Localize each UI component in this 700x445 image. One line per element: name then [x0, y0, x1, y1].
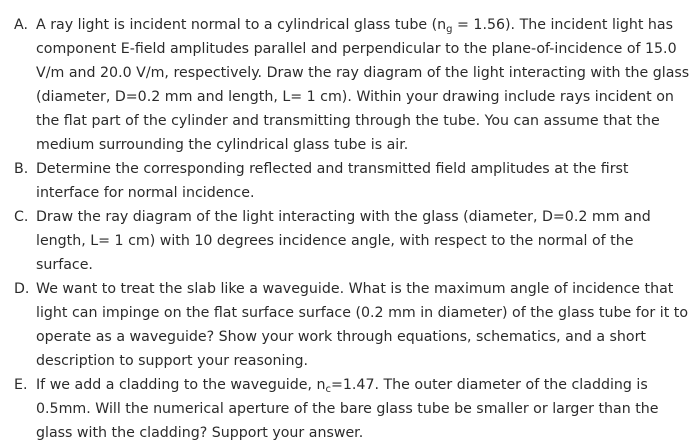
- question-e-text: [36, 373, 692, 445]
- question-b-letter: B.: [14, 161, 29, 177]
- question-e-letter: E.: [14, 377, 28, 393]
- question-b-text: Determine the corresponding reflected and transmitted field amplitudes at the first interface for normal incidence.: [36, 161, 629, 201]
- question-d-letter: D.: [14, 281, 30, 297]
- question-a: [14, 13, 692, 157]
- question-c-text: Draw the ray diagram of the light interacting with the glass (diameter, D=0.2 mm and length, L= 1 cm) with 10 degrees incidence angle, with respect to the normal of the surface.: [36, 209, 651, 273]
- question-e: [14, 373, 692, 445]
- question-a-text: [36, 13, 692, 157]
- question-a-letter: A.: [14, 17, 28, 33]
- question-e-text-part2: =1.47. The outer diameter of the cladding is 0.5mm. Will the numerical aperture of the bare glass tube be smaller or larger than the glass with the cladding? Support your answer.: [36, 377, 659, 441]
- question-d-text: We want to treat the slab like a waveguide. What is the maximum angle of incidence that light can impinge on the flat surface surface (0.2 mm in diameter) of the glass tube for it to operate as a waveguide? Show your work through equations, schematics, and a short description to support your reasoning.: [36, 281, 689, 369]
- refractive-index-subscript-g: g: [446, 24, 453, 35]
- question-d: [14, 277, 692, 373]
- question-a-text-part1: A ray light is incident normal to a cylindrical glass tube (n: [36, 17, 447, 33]
- question-list: [14, 13, 692, 445]
- question-c-letter: C.: [14, 209, 29, 225]
- question-e-text-part1: If we add a cladding to the waveguide, n: [36, 377, 326, 393]
- cladding-index-subscript-c: c: [325, 384, 331, 395]
- question-b: [14, 157, 692, 205]
- question-c: [14, 205, 692, 277]
- question-a-text-part2: = 1.56). The incident light has component E-field amplitudes parallel and perpendicular to the plane-of-incidence of 15.0 V/m and 20.0 V/m, respectively. Draw the ray diagram of the light interacting with the glass (diameter, D=0.2 mm and length, L= 1 cm). Within your drawing include rays incident on the flat part of the cylinder and transmitting through the tube. You can assume that the medium surrounding the cylindrical glass tube is air.: [36, 17, 690, 153]
